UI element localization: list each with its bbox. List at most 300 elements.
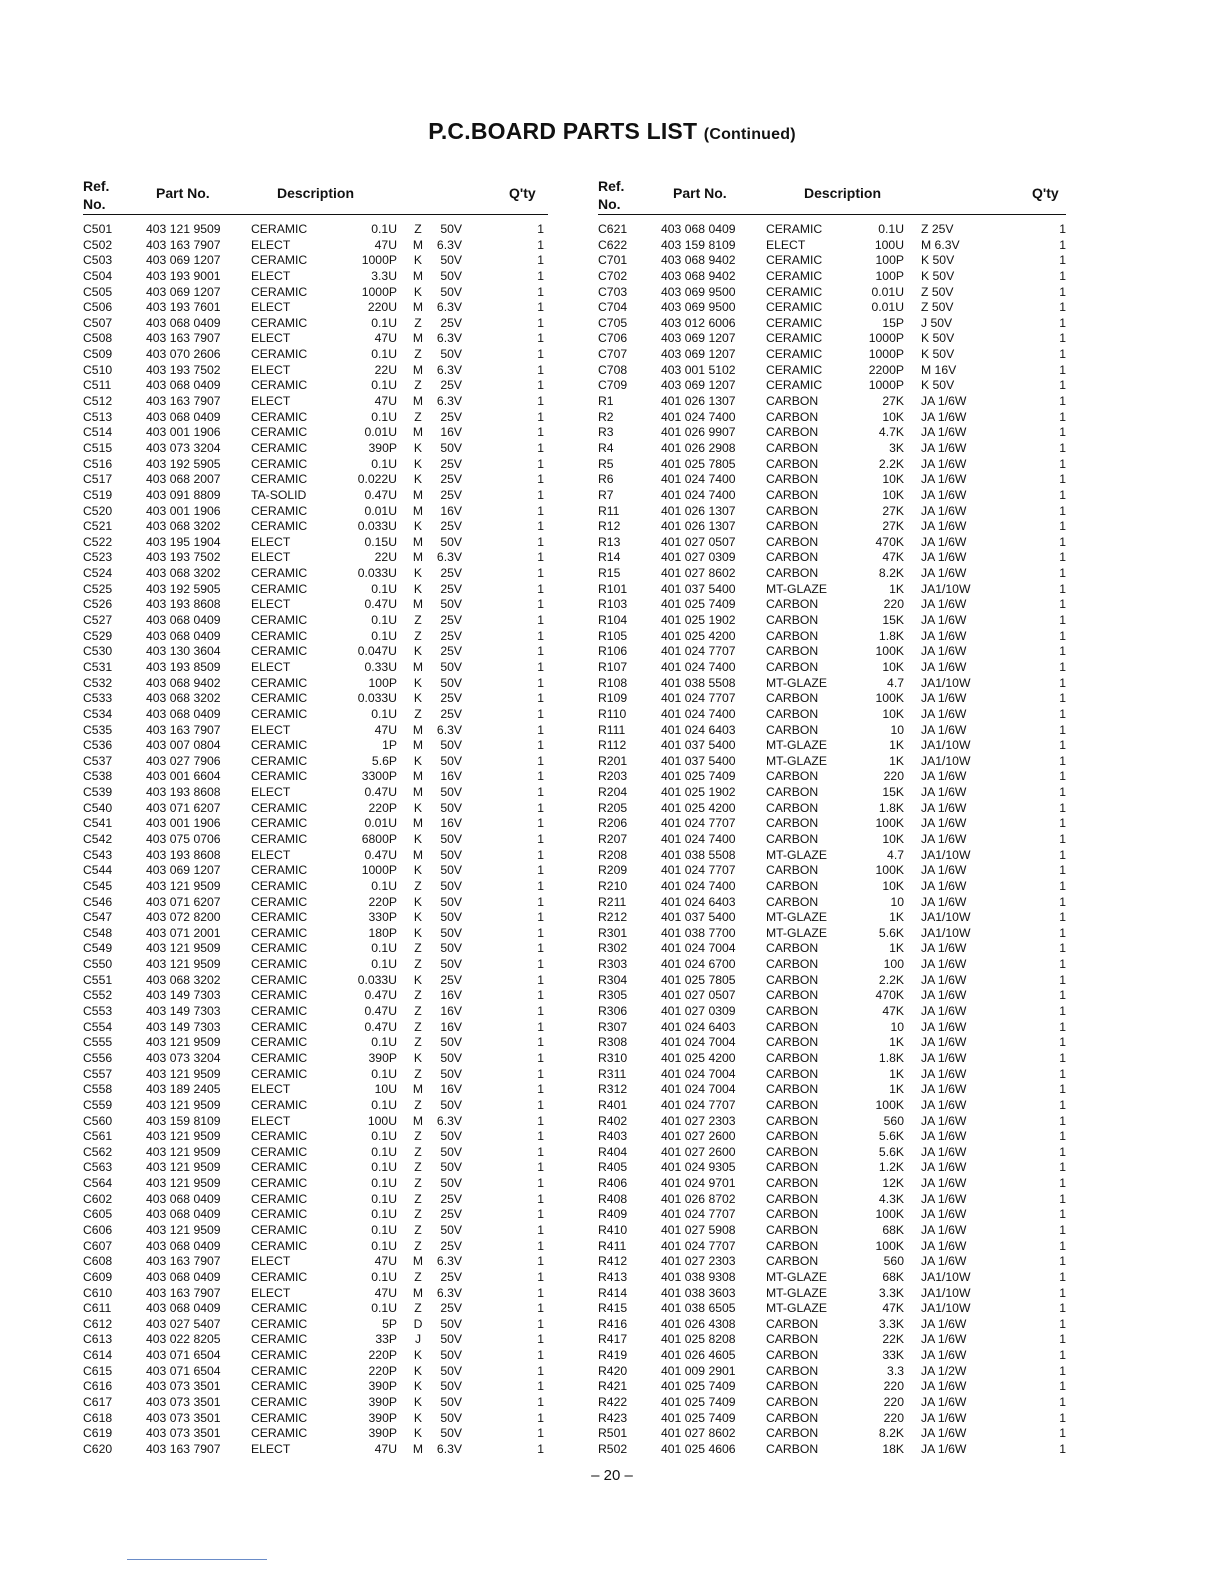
description-tolerance: M — [412, 659, 424, 674]
description-tolerance: Z — [414, 1129, 422, 1144]
description-type: CARBON — [766, 1050, 819, 1065]
ref-no: C547 — [83, 910, 113, 925]
qty: 1 — [537, 1254, 544, 1269]
description-type: CERAMIC — [251, 613, 308, 628]
description-type: MT-GLAZE — [766, 738, 827, 753]
description-tolerance: K — [413, 910, 423, 925]
table-row — [83, 660, 548, 676]
description-value: 0.1U — [371, 1129, 397, 1144]
part-no: 401 037 5400 — [661, 753, 736, 768]
table-row — [598, 754, 1066, 770]
qty: 1 — [1059, 394, 1066, 409]
description-type: CARBON — [766, 472, 819, 487]
description-value: 47U — [374, 1254, 397, 1269]
part-no: 401 024 7707 — [661, 691, 736, 706]
qty: 1 — [1059, 1207, 1066, 1222]
description-type: ELECT — [251, 1113, 291, 1128]
ref-no: C522 — [83, 534, 113, 549]
ref-no: R402 — [598, 1113, 628, 1128]
table-row — [83, 613, 548, 629]
qty: 1 — [1059, 1160, 1066, 1175]
description-rating: 50V — [440, 347, 462, 362]
qty: 1 — [537, 1410, 544, 1425]
description-type: CARBON — [766, 1395, 819, 1410]
description-spec: JA 1/6W — [921, 941, 967, 956]
table-row — [598, 1114, 1066, 1130]
qty: 1 — [537, 1129, 544, 1144]
qty: 1 — [1059, 1238, 1066, 1253]
description-tolerance: M — [412, 1285, 424, 1300]
description-tolerance: K — [413, 972, 423, 987]
description-type: CERAMIC — [251, 769, 308, 784]
part-no: 403 121 9509 — [146, 222, 221, 236]
ref-no: C546 — [83, 894, 113, 909]
part-no: 403 068 0409 — [146, 1301, 221, 1316]
ref-no: C525 — [83, 581, 113, 596]
qty: 1 — [1059, 268, 1066, 283]
description-spec: JA 1/6W — [921, 878, 967, 893]
description-type: CARBON — [766, 941, 819, 956]
title-main: P.C.BOARD PARTS LIST — [428, 118, 698, 144]
description-spec: JA1/10W — [921, 1269, 971, 1284]
description-value: 47U — [374, 722, 397, 737]
description-value: 0.1U — [371, 315, 397, 330]
description-type: CERAMIC — [251, 1035, 308, 1050]
ref-no: C618 — [83, 1410, 113, 1425]
description-tolerance: K — [413, 800, 423, 815]
part-no: 403 068 0409 — [661, 222, 736, 236]
description-value: 5P — [382, 1316, 397, 1331]
description-value: 560 — [883, 1113, 904, 1128]
description-type: ELECT — [251, 1441, 291, 1456]
table-header — [598, 174, 1066, 215]
description-spec: JA 1/6W — [921, 534, 967, 549]
part-no: 401 024 6403 — [661, 1019, 736, 1034]
description-type: CARBON — [766, 1066, 819, 1081]
qty: 1 — [1059, 425, 1066, 440]
table-row — [598, 895, 1066, 911]
qty: 1 — [1059, 785, 1066, 800]
description-rating: 16V — [440, 425, 462, 440]
description-type: CARBON — [766, 988, 819, 1003]
description-type: CARBON — [766, 1176, 819, 1191]
description-spec: JA 1/6W — [921, 1097, 967, 1112]
qty: 1 — [1059, 659, 1066, 674]
part-no: 403 068 9402 — [661, 268, 736, 283]
part-no: 401 025 4200 — [661, 800, 736, 815]
qty: 1 — [1059, 628, 1066, 643]
part-no: 403 068 0409 — [146, 1191, 221, 1206]
description-rating: 50V — [440, 1176, 462, 1191]
description-rating: 50V — [440, 1410, 462, 1425]
table-row — [598, 1239, 1066, 1255]
description-value: 4.7 — [887, 847, 904, 862]
description-type: CERAMIC — [251, 1238, 308, 1253]
description-tolerance: Z — [414, 1301, 422, 1316]
description-tolerance: Z — [414, 1004, 422, 1019]
part-no: 403 195 1904 — [146, 534, 221, 549]
qty: 1 — [537, 1144, 544, 1159]
table-row — [598, 1082, 1066, 1098]
table-row — [83, 1411, 548, 1427]
description-type: CERAMIC — [251, 284, 308, 299]
qty: 1 — [1059, 487, 1066, 502]
description-value: 27K — [882, 519, 904, 534]
description-type: CERAMIC — [251, 1223, 308, 1237]
description-type: CARBON — [766, 1332, 819, 1347]
qty: 1 — [537, 1363, 544, 1378]
ref-no: C505 — [83, 284, 113, 299]
part-no: 403 068 0409 — [146, 706, 221, 721]
description-spec: JA 1/6W — [921, 1144, 967, 1159]
ref-no: C622 — [598, 237, 628, 252]
header-description: Description — [804, 185, 882, 201]
description-type: CERAMIC — [251, 378, 308, 393]
description-tolerance: Z — [414, 628, 422, 643]
table-row — [598, 269, 1066, 285]
description-type: CERAMIC — [251, 894, 308, 909]
description-spec: JA 1/6W — [921, 1004, 967, 1019]
description-value: 33K — [882, 1348, 904, 1363]
description-spec: JA 1/6W — [921, 722, 967, 737]
part-no: 401 038 5508 — [661, 847, 736, 862]
description-value: 0.47U — [364, 785, 397, 800]
table-row — [83, 769, 548, 785]
description-type: CERAMIC — [251, 691, 308, 706]
description-value: 100K — [875, 816, 904, 831]
table-row — [83, 801, 548, 817]
description-spec: JA1/10W — [921, 738, 971, 753]
qty: 1 — [1059, 1348, 1066, 1363]
description-value: 47K — [882, 1004, 904, 1019]
description-type: CERAMIC — [251, 831, 308, 846]
table-row — [598, 550, 1066, 566]
table-row — [598, 285, 1066, 301]
qty: 1 — [1059, 910, 1066, 925]
description-value: 2.2K — [878, 972, 904, 987]
description-spec: Z 50V — [921, 284, 954, 299]
qty: 1 — [1059, 1395, 1066, 1410]
part-no: 403 068 2007 — [146, 472, 221, 487]
part-no: 403 121 9509 — [146, 1223, 221, 1237]
ref-no: C613 — [83, 1332, 113, 1347]
table-row — [83, 1192, 548, 1208]
ref-no: R414 — [598, 1285, 628, 1300]
qty: 1 — [1059, 941, 1066, 956]
description-spec: JA1/10W — [921, 1301, 971, 1316]
description-type: CERAMIC — [766, 362, 823, 377]
part-no: 403 163 7907 — [146, 331, 221, 346]
ref-no: C552 — [83, 988, 113, 1003]
ref-no: C520 — [83, 503, 113, 518]
part-no: 401 038 3603 — [661, 1285, 736, 1300]
part-no: 401 027 0507 — [661, 534, 736, 549]
description-type: CERAMIC — [766, 315, 823, 330]
part-no: 403 069 1207 — [146, 284, 221, 299]
part-no: 403 068 0409 — [146, 409, 221, 424]
description-tolerance: Z — [414, 1238, 422, 1253]
header-qty: Q'ty — [509, 185, 536, 201]
description-spec: JA 1/6W — [921, 440, 967, 455]
description-value: 5.6K — [878, 1129, 904, 1144]
part-no: 401 038 6505 — [661, 1301, 736, 1316]
description-tolerance: Z — [414, 315, 422, 330]
ref-no: R411 — [598, 1238, 627, 1253]
description-type: CERAMIC — [251, 222, 308, 236]
description-rating: 6.3V — [436, 1285, 462, 1300]
table-row — [598, 566, 1066, 582]
part-no: 401 027 8602 — [661, 1426, 736, 1441]
table-row — [598, 926, 1066, 942]
description-type: ELECT — [251, 550, 291, 565]
qty: 1 — [537, 894, 544, 909]
qty: 1 — [1059, 988, 1066, 1003]
description-value: 22K — [882, 1332, 904, 1347]
description-type: CARBON — [766, 800, 819, 815]
description-tolerance: Z — [414, 706, 422, 721]
ref-no: C507 — [83, 315, 113, 330]
description-type: CERAMIC — [251, 1410, 308, 1425]
ref-no: C610 — [83, 1285, 113, 1300]
qty: 1 — [537, 691, 544, 706]
description-value: 0.33U — [364, 659, 397, 674]
table-row — [83, 1332, 548, 1348]
description-type: CERAMIC — [251, 753, 308, 768]
part-no: 403 068 0409 — [146, 628, 221, 643]
table-row — [598, 535, 1066, 551]
description-value: 10K — [882, 659, 904, 674]
qty: 1 — [537, 1191, 544, 1206]
description-spec: JA1/10W — [921, 753, 971, 768]
description-type: MT-GLAZE — [766, 925, 827, 940]
ref-no: R408 — [598, 1191, 628, 1206]
table-row — [83, 1067, 548, 1083]
ref-no: R109 — [598, 691, 628, 706]
ref-no: R415 — [598, 1301, 628, 1316]
description-value: 15P — [882, 315, 904, 330]
description-value: 22U — [374, 362, 397, 377]
description-rating: 6.3V — [436, 1254, 462, 1269]
description-value: 12K — [882, 1176, 904, 1191]
part-no: 401 037 5400 — [661, 581, 736, 596]
description-tolerance: Z — [414, 409, 422, 424]
description-spec: JA 1/6W — [921, 597, 967, 612]
description-value: 220 — [883, 769, 904, 784]
description-rating: 50V — [440, 753, 462, 768]
ref-no: R211 — [598, 894, 627, 909]
ref-no: C516 — [83, 456, 113, 471]
part-no: 401 024 7004 — [661, 1082, 736, 1097]
description-type: CARBON — [766, 1191, 819, 1206]
description-tolerance: M — [412, 534, 424, 549]
description-spec: JA 1/6W — [921, 519, 967, 534]
description-type: CERAMIC — [251, 519, 308, 534]
part-no: 403 121 9509 — [146, 1160, 221, 1175]
ref-no: R301 — [598, 925, 628, 940]
ref-no: C537 — [83, 753, 113, 768]
description-rating: 50V — [440, 284, 462, 299]
table-row — [598, 222, 1066, 238]
qty: 1 — [537, 1301, 544, 1316]
description-value: 0.033U — [357, 691, 397, 706]
table-row — [83, 1145, 548, 1161]
description-value: 390P — [368, 1410, 397, 1425]
ref-no: R14 — [598, 550, 621, 565]
part-no: 403 069 1207 — [661, 347, 736, 362]
description-value: 0.15U — [364, 534, 397, 549]
qty: 1 — [1059, 1144, 1066, 1159]
description-rating: 50V — [440, 1160, 462, 1175]
table-row — [83, 269, 548, 285]
description-type: ELECT — [251, 300, 291, 315]
part-no: 403 159 8109 — [661, 237, 736, 252]
description-value: 1.8K — [878, 800, 904, 815]
description-spec: K 50V — [921, 378, 955, 393]
description-value: 1K — [889, 941, 904, 956]
description-rating: 16V — [440, 769, 462, 784]
description-type: ELECT — [251, 268, 291, 283]
part-no: 401 027 8602 — [661, 566, 736, 581]
part-no: 403 193 8608 — [146, 785, 221, 800]
description-value: 10K — [882, 472, 904, 487]
table-row — [598, 910, 1066, 926]
table-row — [598, 1332, 1066, 1348]
qty: 1 — [537, 581, 544, 596]
description-rating: 25V — [440, 691, 462, 706]
description-rating: 6.3V — [436, 362, 462, 377]
description-type: CARBON — [766, 1207, 819, 1222]
description-type: ELECT — [766, 237, 806, 252]
description-tolerance: Z — [414, 1269, 422, 1284]
description-tolerance: Z — [414, 1223, 422, 1237]
ref-no: R104 — [598, 613, 628, 628]
table-row — [598, 660, 1066, 676]
description-type: CARBON — [766, 487, 819, 502]
description-spec: K 50V — [921, 253, 955, 268]
description-rating: 50V — [440, 1129, 462, 1144]
qty: 1 — [1059, 503, 1066, 518]
table-row — [598, 1348, 1066, 1364]
qty: 1 — [537, 847, 544, 862]
description-type: CERAMIC — [251, 1004, 308, 1019]
title-suffix: (Continued) — [703, 126, 796, 143]
table-row — [598, 1020, 1066, 1036]
qty: 1 — [1059, 519, 1066, 534]
ref-no: R306 — [598, 1004, 628, 1019]
description-tolerance: K — [413, 1395, 423, 1410]
ref-no: C605 — [83, 1207, 113, 1222]
description-tolerance: Z — [414, 878, 422, 893]
table-row — [83, 238, 548, 254]
description-spec: JA 1/6W — [921, 1348, 967, 1363]
part-no: 401 024 7004 — [661, 1035, 736, 1050]
description-rating: 50V — [440, 1348, 462, 1363]
description-spec: JA 1/6W — [921, 1160, 967, 1175]
part-no: 403 149 7303 — [146, 988, 221, 1003]
header-ref-no: Ref. No. — [83, 178, 110, 212]
description-value: 3.3K — [878, 1316, 904, 1331]
description-rating: 50V — [440, 847, 462, 862]
description-rating: 6.3V — [436, 331, 462, 346]
description-value: 1000P — [361, 253, 397, 268]
description-type: CARBON — [766, 456, 819, 471]
description-type: CARBON — [766, 1019, 819, 1034]
description-type: MT-GLAZE — [766, 753, 827, 768]
qty: 1 — [537, 816, 544, 831]
description-value: 100 — [883, 957, 904, 972]
description-type: CERAMIC — [251, 644, 308, 659]
description-type: CERAMIC — [766, 268, 823, 283]
description-value: 180P — [368, 925, 397, 940]
description-spec: JA 1/6W — [921, 550, 967, 565]
description-value: 100P — [875, 268, 904, 283]
ref-no: C612 — [83, 1316, 113, 1331]
description-tolerance: M — [412, 425, 424, 440]
qty: 1 — [1059, 613, 1066, 628]
qty: 1 — [1059, 816, 1066, 831]
description-value: 0.1U — [371, 1144, 397, 1159]
part-no: 401 037 5400 — [661, 910, 736, 925]
part-no: 403 091 8809 — [146, 487, 221, 502]
description-value: 220U — [367, 300, 397, 315]
qty: 1 — [1059, 222, 1066, 236]
ref-no: C523 — [83, 550, 113, 565]
qty: 1 — [1059, 675, 1066, 690]
table-row — [598, 300, 1066, 316]
qty: 1 — [1059, 1223, 1066, 1237]
description-rating: 50V — [440, 534, 462, 549]
ref-no: C533 — [83, 691, 113, 706]
ref-no: C535 — [83, 722, 113, 737]
qty: 1 — [1059, 331, 1066, 346]
description-rating: 16V — [440, 1004, 462, 1019]
description-type: CARBON — [766, 659, 819, 674]
ref-no: R406 — [598, 1176, 628, 1191]
part-no: 401 025 7409 — [661, 769, 736, 784]
ref-no: C548 — [83, 925, 113, 940]
qty: 1 — [537, 487, 544, 502]
table-row — [598, 519, 1066, 535]
description-spec: JA 1/6W — [921, 1332, 967, 1347]
description-rating: 25V — [440, 1269, 462, 1284]
description-value: 68K — [882, 1269, 904, 1284]
ref-no: C553 — [83, 1004, 113, 1019]
description-rating: 25V — [440, 1207, 462, 1222]
description-spec: Z 25V — [921, 222, 954, 236]
table-row — [598, 253, 1066, 269]
description-tolerance: M — [412, 769, 424, 784]
description-tolerance: K — [413, 691, 423, 706]
ref-no: R422 — [598, 1395, 628, 1410]
description-spec: JA 1/6W — [921, 1316, 967, 1331]
table-row — [598, 1035, 1066, 1051]
description-rating: 25V — [440, 519, 462, 534]
ref-no: C530 — [83, 644, 113, 659]
description-tolerance: Z — [414, 988, 422, 1003]
description-value: 1000P — [361, 863, 397, 878]
description-value: 100P — [368, 675, 397, 690]
part-no: 403 069 1207 — [146, 863, 221, 878]
description-value: 5.6K — [878, 1144, 904, 1159]
part-no: 403 068 0409 — [146, 315, 221, 330]
description-type: CERAMIC — [251, 816, 308, 831]
description-value: 5.6K — [878, 925, 904, 940]
description-tolerance: K — [413, 675, 423, 690]
qty: 1 — [1059, 644, 1066, 659]
description-value: 1K — [889, 1082, 904, 1097]
header-ref-no: Ref. No. — [598, 178, 625, 212]
description-spec: JA 1/6W — [921, 1191, 967, 1206]
